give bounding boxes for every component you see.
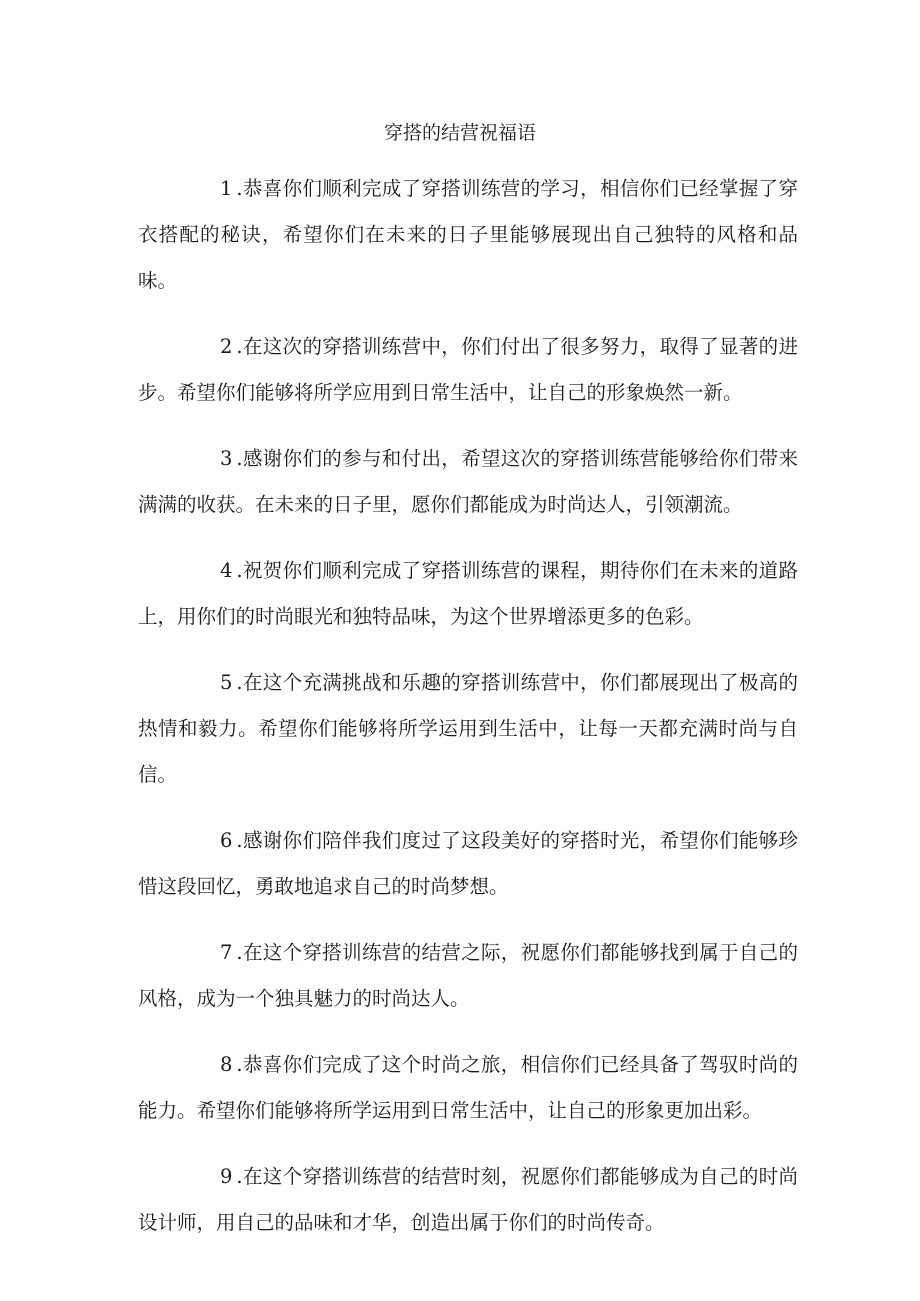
list-item [138, 548, 798, 640]
item-number: 1 [220, 177, 233, 200]
list-item [138, 324, 798, 416]
item-text: .在这个穿搭训练营的结营之际，祝愿你们都能够找到属于自己的风格，成为一个独具魅力的时尚达人。 [138, 941, 798, 1010]
item-text: .在这个穿搭训练营的结营时刻，祝愿你们都能够成为自己的时尚设计师，用自己的品味和才华，创造出属于你们的时尚传奇。 [138, 1165, 798, 1234]
item-text: .恭喜你们完成了这个时尚之旅，相信你们已经具备了驾驭时尚的能力。希望你们能够将所学运用到日常生活中，让自己的形象更加出彩。 [138, 1053, 798, 1122]
item-text: .祝贺你们顺利完成了穿搭训练营的课程，期待你们在未来的道路上，用你们的时尚眼光和独特品味，为这个世界增添更多的色彩。 [138, 559, 798, 628]
item-number: 7 [220, 941, 233, 964]
list-item [138, 660, 798, 798]
item-number: 2 [220, 335, 233, 358]
item-number: 4 [220, 559, 233, 582]
document-body [138, 166, 798, 1266]
item-number: 8 [220, 1053, 233, 1076]
item-text: .在这次的穿搭训练营中，你们付出了很多努力，取得了显著的进步。希望你们能够将所学应用到日常生活中，让自己的形象焕然一新。 [138, 335, 798, 404]
item-number: 3 [220, 447, 233, 470]
item-text: .在这个充满挑战和乐趣的穿搭训练营中，你们都展现出了极高的热情和毅力。希望你们能够将所学运用到生活中，让每一天都充满时尚与自信。 [138, 671, 798, 786]
list-item [138, 1154, 798, 1246]
item-text: .感谢你们陪伴我们度过了这段美好的穿搭时光，希望你们能够珍惜这段回忆，勇敢地追求自己的时尚梦想。 [138, 829, 798, 898]
item-number: 5 [220, 671, 233, 694]
list-item [138, 436, 798, 528]
list-item [138, 930, 798, 1022]
list-item [138, 166, 798, 304]
item-text: .恭喜你们顺利完成了穿搭训练营的学习，相信你们已经掌握了穿衣搭配的秘诀，希望你们在未来的日子里能够展现出自己独特的风格和品味。 [138, 177, 798, 292]
item-number: 9 [220, 1165, 233, 1188]
list-item [138, 818, 798, 910]
list-item [138, 1042, 798, 1134]
document-title: 穿搭的结营祝福语 [383, 122, 536, 144]
item-text: .感谢你们的参与和付出，希望这次的穿搭训练营能够给你们带来满满的收获。在未来的日子里，愿你们都能成为时尚达人，引领潮流。 [138, 447, 798, 516]
item-number: 6 [220, 829, 233, 852]
